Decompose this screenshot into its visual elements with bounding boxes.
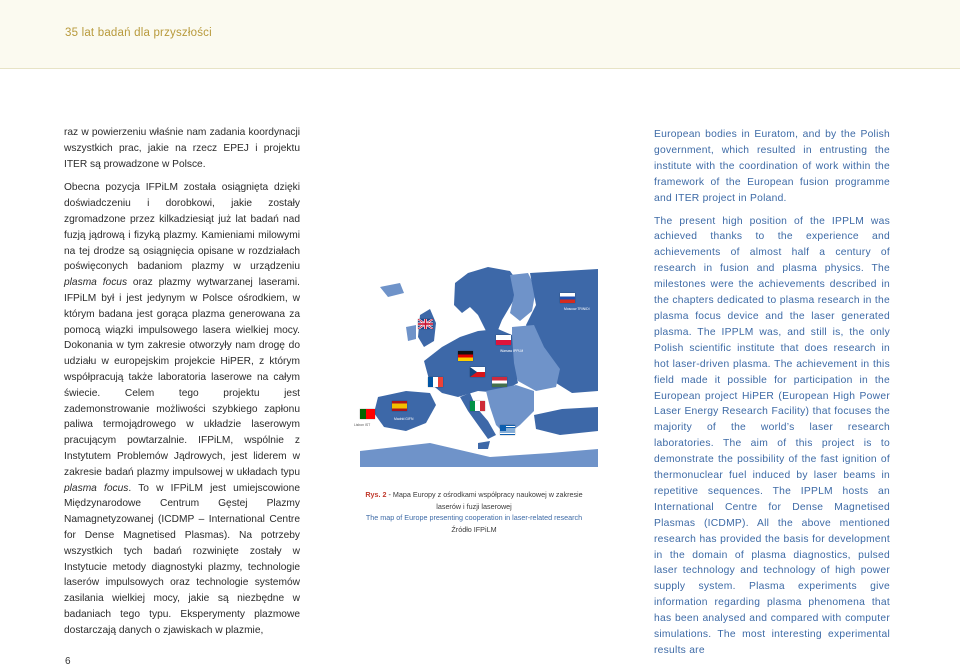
figure-number: Rys. 2 bbox=[365, 490, 387, 499]
italy-flag bbox=[470, 401, 485, 411]
paragraph: The present high position of the IPPLM was achieved thanks to the experience and achievements of almost half a century of research in fusion and plasma physics. The milestones were the achievements described in the chapters dedicated to plasma research in the plasma focus device and the laser generated plasma. The IPPLM was, and still is, the only Polish scientific institute that does research in hot laser-driven plasma. The achievement in this field made it possible for participation in the European project HiPER (European High Power Laser Energy Research Facility) that focuses the majority of the world’s laser research laboratories. The aim of this project is to demonstrate the possibility of the fast ignition of thermonuclear fuel induced by laser beams in repetitive sequences. The IPPLM hosts an International Centre for Dense Magnetised Plasmas (ICDMP). All the above mentioned research has provided the basis for development in the domain of plasma diagnostics, pulsed laser technology and technology of high power supply system. Plasma experiments give information regarding plasma phenomena that has been analysed and compared with computer simulations. The most interesting experimental results are bbox=[654, 215, 890, 656]
spain-flag bbox=[392, 401, 407, 411]
paragraph: European bodies in Euratom, and by the Polish government, which resulted in entrusting the institute with the coordination of work within the framework of the European fusion programme and ITER project in Poland. bbox=[654, 129, 890, 204]
english-text-column bbox=[654, 127, 890, 666]
greece-flag bbox=[500, 425, 515, 435]
hungary-flag bbox=[492, 377, 507, 387]
paragraph: Obecna pozycja IFPiLM została osiągnięta dzięki doświadczeniu i dorobkowi, jakie zostały zgromadzone przez kilkadziesiąt już lat badań nad fuzją jądrową i fizyką plazmy. Kamieniami milowymi na tej drodze są osiągnięcia opisane w rozdziałach poświęconych badaniom plazmy w urządzeniu plasma focus oraz plazmy wytwarzanej laserami. IFPiLM był i jest jedynym w Polsce ośrodkiem, w którym badana jest gorąca plazma generowana za pomocą wiązki impulsowego lasera wielkiej mocy. Dokonania w tym zakresie otworzyły nam drogę do udziału w europejskim projekcie HiPER, z którym współpracują także laboratoria laserowe na całym świecie. Celem tego projektu jest zademonstrowanie możliwości szybkiego zapłonu paliwa termojądrowego w układzie laserowym pracującym powtarzalnie. IFPiLM, wspólnie z Instytutem Problemów Jądrowych, jest liderem w zakresie badań plazmy impulsowej w układach typu plasma focus. To w IFPiLM jest umiejscowione Międzynarodowe Centrum Gęstej Plazmy Namagnetyzowanej (ICDMP – International Centre for Dense Magnetised Plasmas). Na potrzeby wszystkich tych badań rozwinięte zostały w Instytucie metody diagnostyki plazmy, technologie laserów impulsowych oraz technologie systemów zasilania wielkiej mocy, jakie są niezbędne w badaniach tego typu. Eksperymenty plazmowe dostarczają danych o zjawiskach w plazmie, bbox=[64, 182, 300, 636]
russia-flag bbox=[560, 293, 575, 303]
paragraph: raz w powierzeniu właśnie nam zadania koordynacji wszystkich prac, jakie na rzecz EPEJ i projektu ITER są prowadzone w Polsce. bbox=[64, 127, 300, 170]
running-header-title: 35 lat badań dla przyszłości bbox=[65, 27, 212, 39]
page-number: 6 bbox=[65, 656, 71, 667]
poland-flag bbox=[496, 335, 511, 345]
scandinavia-shape bbox=[454, 267, 520, 335]
germany-flag bbox=[458, 351, 473, 361]
map-label-warsaw: Warsaw IPPLM bbox=[500, 349, 524, 353]
map-label-madrid: Madrid GIFN bbox=[394, 417, 414, 421]
iceland-shape bbox=[380, 283, 404, 297]
page-header bbox=[0, 0, 960, 69]
map-label-lisbon: Lisbon IST bbox=[354, 423, 371, 427]
europe-map-figure bbox=[350, 265, 598, 467]
caption-polish: - Mapa Europy z ośrodkami współpracy naukowej w zakresie laserów i fuzji laserowej bbox=[386, 490, 583, 511]
turkey-shape bbox=[534, 407, 598, 435]
portugal-flag bbox=[360, 409, 375, 419]
france-flag bbox=[428, 377, 443, 387]
polish-text-column bbox=[64, 125, 300, 647]
figure-caption bbox=[364, 489, 584, 535]
uk-flag bbox=[418, 319, 433, 329]
ireland-shape bbox=[406, 325, 416, 341]
czech-flag bbox=[470, 367, 485, 377]
caption-english: The map of Europe presenting cooperation in laser-related research bbox=[365, 513, 583, 523]
caption-source: Źródło IFPiLM bbox=[451, 524, 497, 534]
map-label-crete: Crete, IESL FORTH bbox=[500, 439, 530, 443]
iberia-shape bbox=[374, 391, 436, 431]
sicily-shape bbox=[478, 441, 490, 449]
map-label-moscow: Moscow TRINIDI bbox=[564, 307, 590, 311]
